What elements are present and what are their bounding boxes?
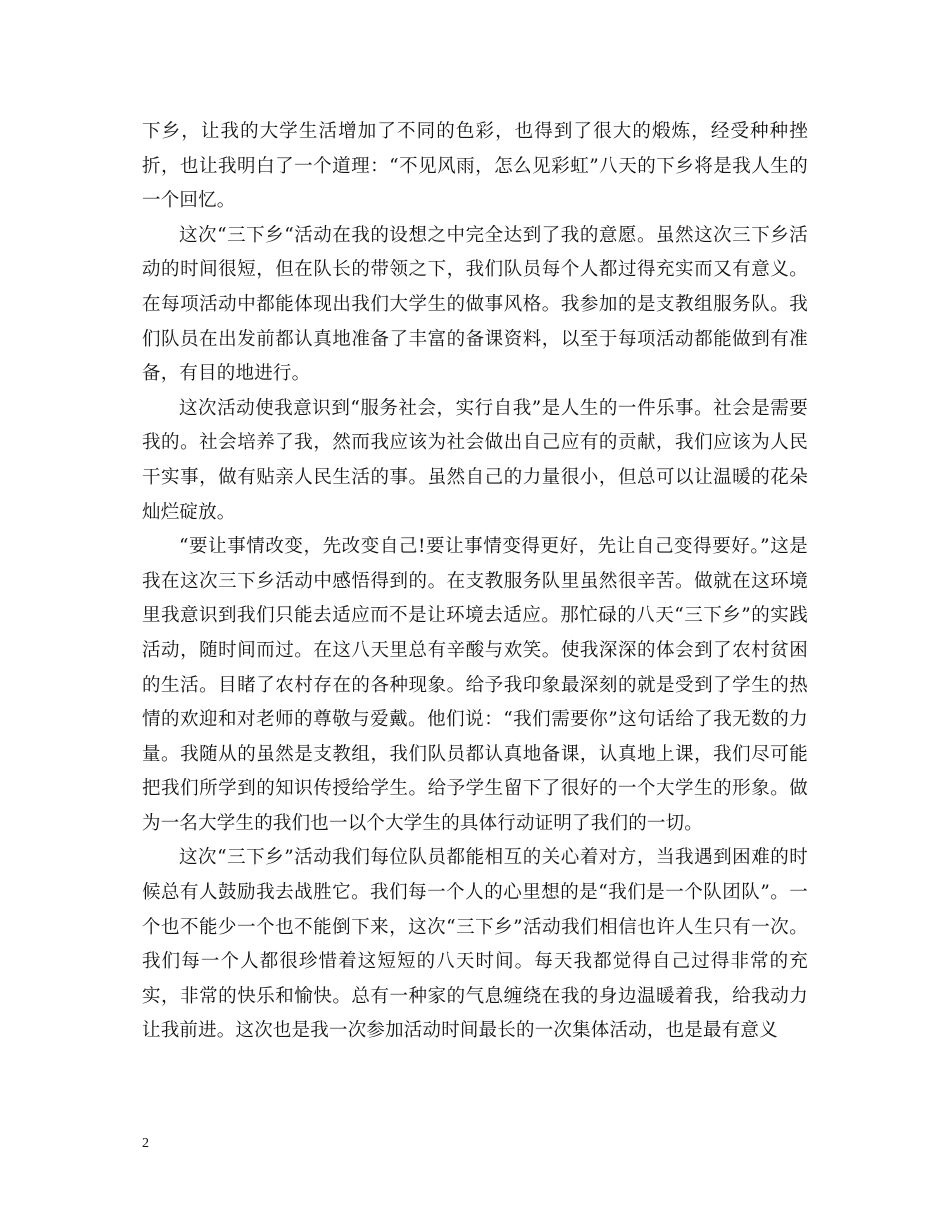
- paragraph: 这次活动使我意识到“服务社会，实行自我”是人生的一件乐事。社会是需要我的。社会培养了我，然而我应该为社会做出自己应有的贡献，我们应该为人民干实事，做有贴亲人民生活的事。虽然自己的力量很小，但总可以让温暖的花朵灿烂碇放。: [142, 397, 808, 523]
- document-body: [142, 115, 808, 1049]
- paragraph: “要让事情改变，先改变自己!要让事情变得更好，先让自己变得要好。”这是我在这次三下乡活动中感悟得到的。在支教服务队里虽然很辛苦。做就在这环境里我意识到我们只能去适应而不是让环境去适应。那忙碌的八天“三下乡”的实践活动，随时间而过。在这八天里总有辛酸与欢笑。使我深深的体会到了农村贫困的生活。目睹了农村存在的各种现象。给予我印象最深刻的就是受到了学生的热情的欢迎和对老师的尊敬与爱戴。他们说：“我们需要你”这句话给了我无数的力量。我随从的虽然是支教组，我们队员都认真地备课，认真地上课，我们尽可能把我们所学到的知识传授给学生。给予学生留下了很好的一个大学生的形象。做为一名大学生的我们也一以个大学生的具体行动证明了我们的一切。: [142, 536, 808, 834]
- paragraph: 这次“三下乡”活动我们每位队员都能相互的关心着对方，当我遇到困难的时候总有人鼓励我去战胜它。我们每一个人的心里想的是“我们是一个队团队”。一个也不能少一个也不能倒下来，这次“三下乡”活动我们相信也许人生只有一次。我们每一个人都很珍惜着这短短的八天时间。每天我都觉得自己过得非常的充实，非常的快乐和愉快。总有一种家的气息缠绕在我的身边温暖着我，给我动力让我前进。这次也是我一次参加活动时间最长的一次集体活动，也是最有意义: [142, 847, 808, 1042]
- paragraph-continued: 下乡，让我的大学生活增加了不同的色彩，也得到了很大的煅炼，经受种种挫折，也让我明白了一个道理：“不见风雨，怎么见彩虹”八天的下乡将是我人生的一个回忆。: [142, 121, 808, 212]
- page-number: 2: [142, 1136, 149, 1151]
- paragraph: 这次“三下乡“活动在我的设想之中完全达到了我的意愿。虽然这次三下乡活动的时间很短，但在队长的带领之下，我们队员每个人都过得充实而又有意义。在每项活动中都能体现出我们大学生的做事风格。我参加的是支教组服务队。我们队员在出发前都认真地准备了丰富的备课资料，以至于每项活动都能做到有准备，有目的地进行。: [142, 224, 808, 385]
